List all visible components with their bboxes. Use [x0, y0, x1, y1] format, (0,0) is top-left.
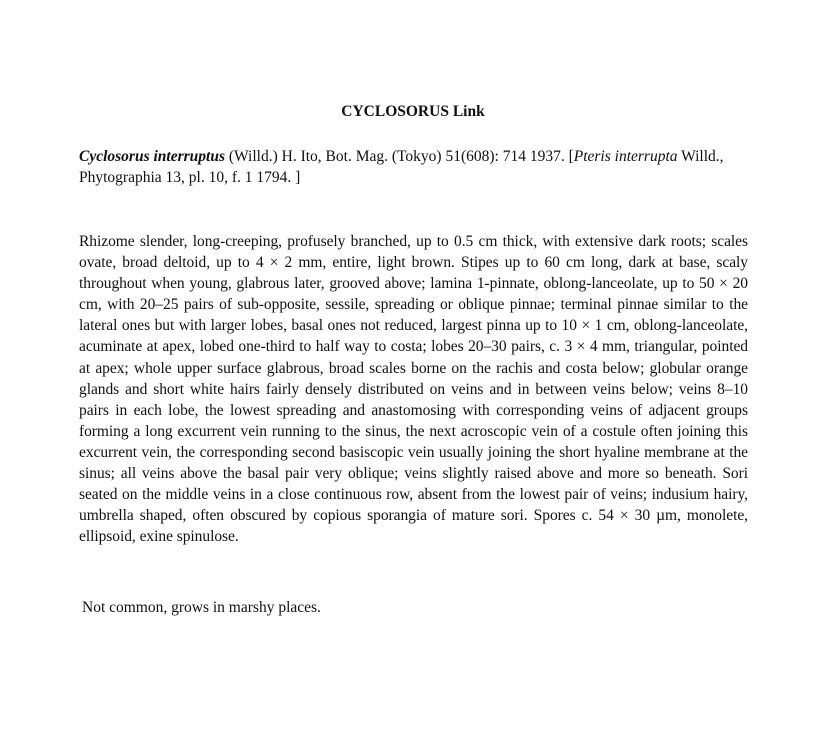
basionym-reference: Willd., Phytographia 13, pl. 10, f. 1 1794. ] [79, 148, 724, 186]
species-description: Rhizome slender, long-creeping, profusely branched, up to 0.5 cm thick, with extensive dark roots; scales ovate, broad deltoid, up to 4 × 2 mm, entire, light brown. Stipes up to 60 cm long, dark at base, scaly throughout when young, glabrous later, grooved above; lamina 1-pinnate, oblong-lanceolate, up to 50 × 20 cm, with 20–25 pairs of sub-opposite, sessile, spreading or oblique pinnae; terminal pinnae similar to the lateral ones but with larger lobes, basal ones not reduced, largest pinna up to 10 × 1 cm, oblong-lanceolate, acuminate at apex, lobed one-third to half way to costa; lobes 20–30 pairs, c. 3 × 4 mm, triangular, pointed at apex; whole upper surface glabrous, broad scales borne on the rachis and costa below; globular orange glands and short white hairs fairly densely distributed on veins and in between veins below; veins 8–10 pairs in each lobe, the lowest spreading and anastomosing with corresponding veins of adjacent groups forming a long excurrent vein running to the sinus, the next acroscopic vein of a costule often joining this excurrent vein, the corresponding second basiscopic vein usually joining the short hyaline membrane at the sinus; all veins above the basal pair very oblique; veins slightly raised above and more so beneath. Sori seated on the middle veins in a close continuous row, absent from the lowest pair of veins; indusium hairy, umbrella shaped, often obscured by copious sporangia of mature sori. Spores c. 54 × 30 µm, monolete, ellipsoid, exine spinulose. [79, 233, 748, 546]
species-authority: (Willd.) H. Ito, Bot. Mag. (Tokyo) 51(608): 714 1937. [ [225, 148, 574, 165]
genus-heading: CYCLOSORUS Link [341, 103, 485, 120]
species-name: Cyclosorus interruptus [79, 148, 226, 165]
species-citation [79, 146, 751, 188]
habitat-note: Not common, grows in marshy places. [82, 599, 321, 616]
basionym-name: Pteris interrupta [573, 148, 678, 165]
